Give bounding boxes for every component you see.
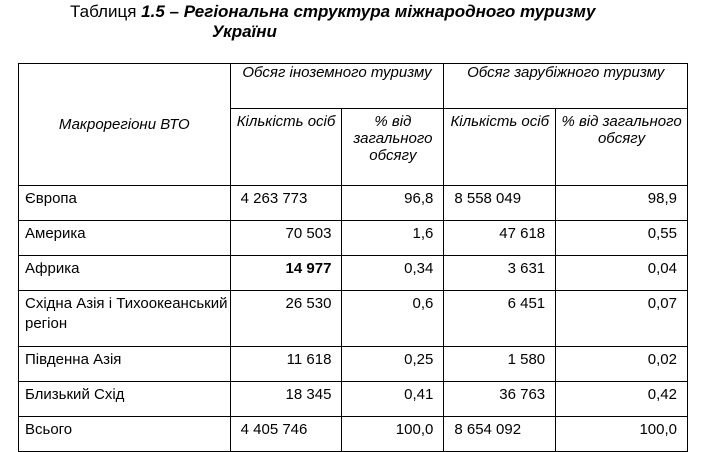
region-name: Південна Азія	[19, 347, 231, 382]
inbound-percent: 1,6	[342, 221, 444, 256]
inbound-percent: 0,34	[342, 256, 444, 291]
caption-title-part2: України	[212, 22, 277, 41]
outbound-percent: 0,04	[556, 256, 688, 291]
inbound-percent: 0,41	[342, 382, 444, 417]
outbound-count: 8 558 049	[444, 186, 556, 221]
table-row-total	[19, 417, 688, 452]
inbound-count: 26 530	[230, 291, 342, 347]
tourism-structure-table	[18, 63, 688, 452]
outbound-percent: 0,02	[556, 347, 688, 382]
outbound-percent-header: % від загального обсягу	[556, 109, 688, 186]
caption-line-1	[70, 2, 595, 22]
outbound-percent: 98,9	[556, 186, 688, 221]
outbound-percent: 0,42	[556, 382, 688, 417]
outbound-count: 6 451	[444, 291, 556, 347]
inbound-percent: 0,6	[342, 291, 444, 347]
region-name: Всього	[19, 417, 231, 452]
region-name: Європа	[19, 186, 231, 221]
table-row	[19, 256, 688, 291]
outbound-count: 8 654 092	[444, 417, 556, 452]
caption-title-part1: Регіональна структура міжнародного туризму	[183, 2, 596, 21]
outbound-count: 47 618	[444, 221, 556, 256]
table-row	[19, 382, 688, 417]
outbound-percent: 0,55	[556, 221, 688, 256]
table-row	[19, 186, 688, 221]
outbound-percent: 100,0	[556, 417, 688, 452]
caption-line-2	[212, 22, 277, 42]
inbound-group-header: Обсяг іноземного туризму	[230, 64, 444, 109]
outbound-group-header: Обсяг зарубіжного туризму	[444, 64, 688, 109]
caption-label: Таблиця	[70, 2, 137, 21]
outbound-percent: 0,07	[556, 291, 688, 347]
inbound-percent-header: % від загального обсягу	[342, 109, 444, 186]
inbound-count: 4 263 773	[230, 186, 342, 221]
inbound-percent: 100,0	[342, 417, 444, 452]
region-name: Близький Схід	[19, 382, 231, 417]
inbound-count: 70 503	[230, 221, 342, 256]
inbound-count: 18 345	[230, 382, 342, 417]
inbound-count: 11 618	[230, 347, 342, 382]
inbound-count-header: Кількість осіб	[230, 109, 342, 186]
inbound-percent: 96,8	[342, 186, 444, 221]
outbound-count: 3 631	[444, 256, 556, 291]
region-name: Америка	[19, 221, 231, 256]
header-row-groups	[19, 64, 688, 109]
inbound-count: 14 977	[230, 256, 342, 291]
outbound-count-header: Кількість осіб	[444, 109, 556, 186]
inbound-count: 4 405 746	[230, 417, 342, 452]
region-name: Африка	[19, 256, 231, 291]
outbound-count: 36 763	[444, 382, 556, 417]
region-column-header: Макрорегіони ВТО	[19, 64, 231, 186]
table-row	[19, 221, 688, 256]
table-row	[19, 291, 688, 347]
outbound-count: 1 580	[444, 347, 556, 382]
inbound-percent: 0,25	[342, 347, 444, 382]
caption-number: 1.5 –	[141, 2, 179, 21]
region-name: Східна Азія і Тихоокеанський регіон	[19, 291, 231, 347]
table-row	[19, 347, 688, 382]
